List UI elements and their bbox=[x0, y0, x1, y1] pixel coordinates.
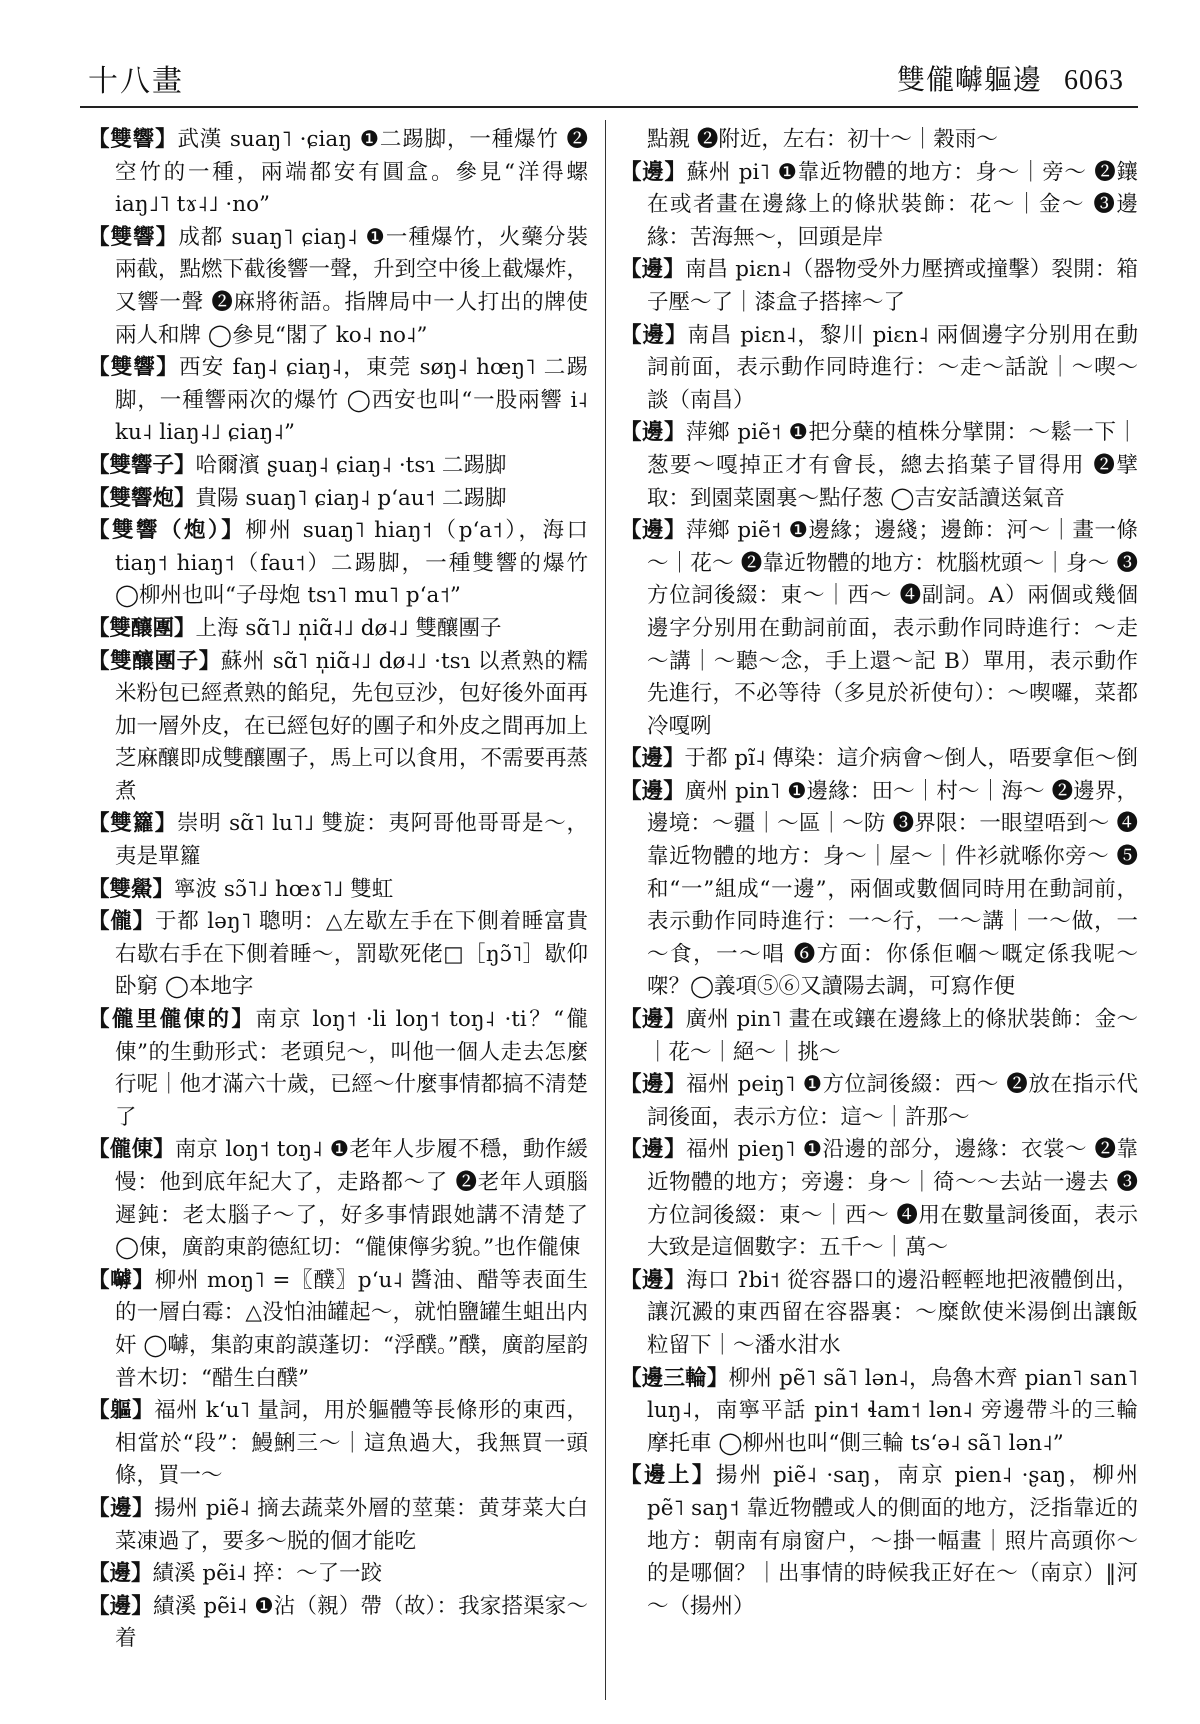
dictionary-entry bbox=[88, 1004, 588, 1134]
entry-headword: 【雙釀團】 bbox=[88, 615, 196, 641]
headword-range: 雙儱嚹軀邊 bbox=[896, 63, 1042, 96]
entry-headword: 【雙響子】 bbox=[88, 452, 196, 478]
entry-headword: 【雙響炮】 bbox=[88, 485, 196, 511]
dictionary-entry bbox=[620, 1134, 1138, 1264]
entry-definition: 績溪 pẽi˨ 捽：～了一跤 bbox=[152, 1561, 383, 1587]
dictionary-entry bbox=[620, 1004, 1138, 1069]
dictionary-entry bbox=[88, 808, 588, 873]
entry-definition: 萍鄉 piẽ˦ ❶把分蘖的植株分擘開：～鬆一下｜葱要～嘎掉正才有會長，總去掐葉子冒得用 ❷擘取：到園菜園裏～點仔葱 ◯吉安話讀送氣音 bbox=[647, 420, 1138, 511]
dictionary-entry bbox=[88, 352, 588, 450]
entry-headword: 【雙鱟】 bbox=[88, 876, 175, 902]
entry-definition: 揚州 piẽ˨ ·saŋ，南京 pien˨ ·ʂaŋ，柳州 pẽ˥ saŋ˦ 靠近物體或人的側面的地方，泛指靠近的地方：朝南有扇窗户，～掛一幅畫｜照片高頭你～的是哪個？｜出事情的時候我正好在～（南京）‖河～（揚州） bbox=[647, 1463, 1138, 1619]
entry-definition: 柳州 pẽ˥ sã˥ lən˨，烏魯木齊 pian˥ san˥ luŋ˨，南寧平話 pin˦ ɬam˦ lən˨ 旁邊帶斗的三輪摩托車 ◯柳州也叫“側三輪 tsʻə˨ sã˥ lən˨” bbox=[647, 1365, 1138, 1456]
entry-headword: 【雙響】 bbox=[88, 127, 178, 152]
entry-definition: 福州 pieŋ˥ ❶沿邊的部分，邊緣：衣裳～ ❷靠近物體的地方；旁邊：身～｜徛～～去站一邊去 ❸方位詞後綴：東～｜西～ ❹用在數量詞後面，表示大致是這個數字：五千～｜萬～ bbox=[647, 1137, 1138, 1261]
dictionary-entry bbox=[620, 124, 1138, 157]
dictionary-entry bbox=[620, 515, 1138, 743]
entry-definition: 柳州 moŋ˥ =〖醭〗pʻu˨ 醬油、醋等表面生的一層白霉：△没怕油罐起～，就怕鹽罐生蛆出内奸 ◯嚹，集韵東韵謨蓬切：“浮醭。”醭，廣韵屋韵普木切：“醋生白醭” bbox=[115, 1267, 588, 1391]
dictionary-entry bbox=[88, 1265, 588, 1395]
entry-definition: 南京 loŋ˦ toŋ˨ ❶老年人步履不穩，動作緩慢：他到底年紀大了，走路都～了 ❷老年人頭腦遲鈍：老太腦子～了，好多事情跟她講不清楚了 ◯倲，廣韵東韵德紅切：“儱倲儜劣貌。”也作儱倲 bbox=[115, 1137, 588, 1261]
dictionary-entry bbox=[88, 124, 588, 222]
entry-headword: 【儱倲】 bbox=[88, 1137, 175, 1163]
header-rule bbox=[80, 106, 1138, 108]
section-title: 十八畫 bbox=[88, 64, 184, 99]
dictionary-entry bbox=[620, 776, 1138, 1004]
entry-definition: 福州 kʻu˥ 量詞，用於軀體等長條形的東西，相當於“段”：鰻鯏三～｜這魚過大，我無買一頭條，買一～ bbox=[115, 1398, 588, 1489]
entry-definition: 揚州 piẽ˨ 摘去蔬菜外層的莖葉：黄芽菜大白菜凍過了，要多～脱的個才能吃 bbox=[115, 1495, 588, 1554]
entry-headword: 【邊】 bbox=[620, 159, 687, 185]
entry-definition: 點親 ❷附近，左右：初十～｜穀雨～ bbox=[647, 127, 998, 152]
entry-definition: 成都 suaŋ˥ ɕiaŋ˨ ❶一種爆竹，火藥分裝兩截，點燃下截後響一聲，升到空中後上截爆炸，又響一聲 ❷麻將術語。指牌局中一人打出的牌使兩人和牌 ◯參見“閣了 ko˨ no˨” bbox=[115, 224, 589, 348]
entry-headword: 【邊】 bbox=[620, 746, 685, 772]
left-column bbox=[88, 124, 588, 1656]
dictionary-entry bbox=[88, 1558, 588, 1591]
dictionary-entry bbox=[88, 222, 588, 352]
entry-definition: 上海 sɑ̃˥˩ n̩iɑ̃˨˩ dø˨˩ 雙釀團子 bbox=[195, 615, 502, 641]
entry-definition: 萍鄉 piẽ˦ ❶邊緣；邊綫；邊飾：河～｜畫一條～｜花～ ❷靠近物體的地方：枕腦枕頭～｜身～ ❸方位詞後綴：東～｜西～ ❹副詞。A）兩個或幾個邊字分别用在動詞前面，表示動作同時進行：～走～講｜～聽～念，手上還～記 B）單用，表示動作先進行，不必等待（多見於祈使句）：～喫囉，菜都冷嘎咧 bbox=[647, 518, 1138, 739]
dictionary-entry bbox=[620, 320, 1138, 418]
entry-definition: 貴陽 suaŋ˥ ɕiaŋ˨ pʻau˦ 二踢脚 bbox=[195, 485, 507, 511]
entry-headword: 【邊】 bbox=[88, 1561, 153, 1587]
entry-definition: 崇明 sɑ̃˥ lu˥˩ 雙旋：夷阿哥他哥哥是～，夷是單籮 bbox=[115, 811, 588, 870]
entry-headword: 【雙響】 bbox=[88, 355, 179, 381]
entry-headword: 【邊上】 bbox=[620, 1463, 716, 1489]
entry-headword: 【嚹】 bbox=[88, 1267, 155, 1293]
dictionary-entry bbox=[88, 450, 588, 483]
entry-headword: 【邊】 bbox=[620, 1072, 687, 1098]
dictionary-entry bbox=[88, 906, 588, 1004]
dictionary-entry bbox=[88, 1493, 588, 1558]
entry-definition: 南昌 piɛn˨（器物受外力壓擠或撞擊）裂開：箱子壓～了｜漆盒子搭摔～了 bbox=[647, 257, 1138, 315]
dictionary-entry bbox=[88, 646, 588, 809]
page-header bbox=[0, 0, 1200, 110]
entry-headword: 【邊三輪】 bbox=[620, 1365, 729, 1391]
dictionary-entry bbox=[620, 1363, 1138, 1461]
dictionary-entry bbox=[620, 1265, 1138, 1363]
entry-headword: 【儱里儱倲的】 bbox=[88, 1007, 256, 1033]
entry-headword: 【邊】 bbox=[620, 778, 685, 804]
dictionary-entry bbox=[88, 613, 588, 646]
right-column bbox=[620, 124, 1138, 1623]
entry-headword: 【邊】 bbox=[88, 1495, 155, 1521]
dictionary-entry bbox=[620, 254, 1138, 319]
dictionary-entry bbox=[620, 417, 1138, 515]
dictionary-entry bbox=[620, 743, 1138, 776]
dictionary-entry bbox=[620, 157, 1138, 255]
dictionary-entry bbox=[88, 1134, 588, 1264]
entry-headword: 【邊】 bbox=[620, 1267, 686, 1293]
entry-headword: 【邊】 bbox=[620, 1007, 686, 1033]
entry-definition: 于都 pĩ˨ 傳染：這介病會～倒人，唔要拿佢～倒 bbox=[684, 746, 1138, 772]
entry-headword: 【邊】 bbox=[620, 518, 687, 544]
entry-definition: 柳州 suaŋ˥ hiaŋ˦（pʻa˦），海口 tiaŋ˦ hiaŋ˦（fau˦）二踢脚，一種雙響的爆竹 ◯柳州也叫“子母炮 tsɿ˥ mu˥ pʻa˦” bbox=[115, 518, 588, 609]
dictionary-entry bbox=[88, 483, 588, 516]
page-number: 6063 bbox=[1064, 65, 1124, 96]
entry-headword: 【邊】 bbox=[620, 322, 688, 348]
entry-headword: 【邊】 bbox=[88, 1593, 154, 1619]
dictionary-entry bbox=[620, 1069, 1138, 1134]
entry-definition: 蘇州 sɑ̃˥ n̩iɑ̃˨˩ dø˨˩ ·tsɿ 以煮熟的糯米粉包已經煮熟的餡兒，先包豆沙，包好後外面再加一層外皮，在已經包好的團子和外皮之間再加上芝麻釀即成雙釀團子，馬上可以食用，不需要再蒸煮 bbox=[115, 648, 589, 804]
entry-definition: 蘇州 pi˥ ❶靠近物體的地方：身～｜旁～ ❷鑲在或者畫在邊緣上的條狀裝飾：花～｜金～ ❸邊緣：苦海無～，回頭是岸 bbox=[647, 159, 1138, 250]
dictionary-entry bbox=[620, 1460, 1138, 1623]
dictionary-entry bbox=[88, 1395, 588, 1493]
entry-headword: 【雙釀團子】 bbox=[88, 648, 221, 674]
entry-headword: 【雙響（炮）】 bbox=[88, 518, 246, 544]
entry-headword: 【邊】 bbox=[620, 1137, 687, 1163]
entry-headword: 【雙響】 bbox=[88, 224, 179, 250]
entry-definition: 哈爾濱 ʂuaŋ˨ ɕiaŋ˨ ·tsɿ 二踢脚 bbox=[195, 452, 507, 478]
entry-definition: 西安 faŋ˨ ɕiaŋ˨，東莞 søŋ˨ hœŋ˥ 二踢脚，一種響兩次的爆竹 ◯西安也叫“一股兩響 i˨ ku˨ liaŋ˨˩ ɕiaŋ˨” bbox=[115, 355, 588, 446]
entry-headword: 【雙籮】 bbox=[88, 811, 178, 837]
entry-headword: 【邊】 bbox=[620, 420, 687, 446]
entry-definition: 寧波 sɔ̃˥˩ hœɤ˥˩ 雙虹 bbox=[174, 876, 394, 902]
entry-definition: 南京 loŋ˦ ·li loŋ˦ toŋ˨ ·ti？“儱倲”的生動形式：老頭兒～，叫他一個人走去怎麼行呢｜他才滿六十歲，已經～什麼事情都搞不清楚了 bbox=[115, 1007, 589, 1130]
dictionary-entry bbox=[88, 874, 588, 907]
dictionary-entry bbox=[88, 515, 588, 613]
entry-definition: 海口 ʔbi˦ 從容器口的邊沿輕輕地把液體倒出，讓沉澱的東西留在容器裏：～糜飲使米湯倒出讓飯粒留下｜～潘水泔水 bbox=[647, 1267, 1138, 1358]
entry-definition: 福州 peiŋ˥ ❶方位詞後綴：西～ ❷放在指示代詞後面，表示方位：這～｜許那～ bbox=[647, 1072, 1138, 1130]
entry-definition: 于都 ləŋ˥ 聰明：△左歇左手在下側着睡富貴右歇右手在下側着睡～，罰歇死佬□［ŋɔ̃˥］歇仰卧窮 ◯本地字 bbox=[115, 909, 588, 1000]
dictionary-entry bbox=[88, 1591, 588, 1656]
entry-headword: 【邊】 bbox=[620, 257, 685, 283]
column-divider bbox=[605, 120, 606, 1700]
entry-headword: 【儱】 bbox=[88, 909, 155, 935]
entry-definition: 廣州 pin˥ 畫在或鑲在邊緣上的條狀裝飾：金～｜花～｜絕～｜挑～ bbox=[647, 1007, 1138, 1065]
entry-headword: 【軀】 bbox=[88, 1398, 155, 1424]
running-head bbox=[897, 60, 1124, 101]
entry-definition: 廣州 pin˥ ❶邊緣：田～｜村～｜海～ ❷邊界，邊境：～疆｜～區｜～防 ❸界限：一眼望唔到～ ❹靠近物體的地方：身～｜屋～｜件衫就喺你旁～ ❺和“一”組成“一邊”，兩個或數個同時用在動詞前，表示動作同時進行：一～行，一～講｜一～做，一～食，一～唱 ❻方面：你係佢嗰～嘅定係我呢～㗎？◯義項⑤⑥又讀陽去調，可寫作便 bbox=[647, 778, 1138, 1000]
entry-definition: 績溪 pẽi˨ ❶沾（親）帶（故）：我家搭渠家～着 bbox=[115, 1593, 588, 1652]
entry-definition: 南昌 piɛn˨，黎川 piɛn˨ 兩個邊字分别用在動詞前面，表示動作同時進行：～走～話說｜～喫～談（南昌） bbox=[647, 322, 1138, 413]
entry-definition: 武漢 suaŋ˥ ·ɕiaŋ ❶二踢脚，一種爆竹 ❷空竹的一種，兩端都安有圓盒。參見“洋得螺 iaŋ˩˥ tɤ˨˩ ·no” bbox=[115, 127, 588, 218]
